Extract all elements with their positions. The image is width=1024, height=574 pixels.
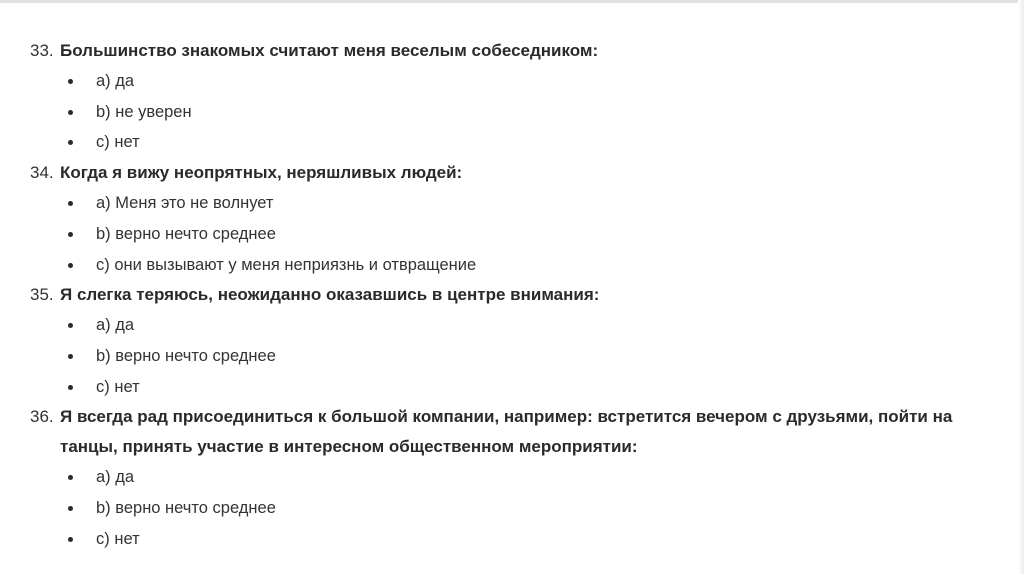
option-label: b) не уверен (96, 102, 192, 121)
bullet-icon (68, 506, 73, 511)
questionnaire (30, 36, 990, 554)
question-label: Я всегда рад присоединиться к большой компании, например: встретится вечером с друзьями, пойти на танцы, принять участие в интересном общественном мероприятии: (60, 407, 953, 457)
answer-option (30, 219, 990, 250)
question-34 (30, 158, 990, 280)
answer-option (30, 250, 990, 281)
bullet-icon (68, 323, 73, 328)
bullet-icon (68, 537, 73, 542)
answer-options (30, 188, 990, 280)
option-label: b) верно нечто среднее (96, 346, 276, 365)
option-label: c) нет (96, 529, 140, 548)
option-label: a) да (96, 316, 135, 335)
question-number: 33. (30, 41, 54, 60)
bullet-icon (68, 79, 73, 84)
answer-option (30, 188, 990, 219)
option-label: c) нет (96, 133, 140, 152)
question-number: 36. (30, 407, 54, 427)
answer-option (30, 524, 990, 555)
bullet-icon (68, 354, 73, 359)
question-text (30, 280, 990, 310)
option-label: a) Меня это не волнует (96, 194, 274, 213)
question-36 (30, 402, 990, 554)
slide-right-edge (1018, 0, 1024, 574)
answer-option (30, 462, 990, 493)
question-number: 34. (30, 163, 54, 183)
bullet-icon (68, 475, 73, 480)
question-text (30, 158, 990, 188)
answer-options (30, 66, 990, 158)
question-text (30, 36, 990, 66)
bullet-icon (68, 110, 73, 115)
option-label: c) нет (96, 377, 140, 396)
bullet-icon (68, 263, 73, 268)
option-label: b) верно нечто среднее (96, 224, 276, 243)
answer-option (30, 66, 990, 97)
answer-option (30, 372, 990, 403)
question-35 (30, 280, 990, 402)
question-label: Когда я вижу неопрятных, неряшливых людей: (60, 163, 463, 183)
bullet-icon (68, 385, 73, 390)
bullet-icon (68, 140, 73, 145)
bullet-icon (68, 201, 73, 206)
question-text (30, 402, 990, 462)
answer-option (30, 310, 990, 341)
answer-option (30, 341, 990, 372)
question-label: Я слегка теряюсь, неожиданно оказавшись в центре внимания: (60, 285, 600, 305)
answer-option (30, 127, 990, 158)
answer-option (30, 97, 990, 128)
question-number: 35. (30, 285, 54, 305)
answer-options (30, 462, 990, 554)
question-label: Большинство знакомых считают меня веселым собеседником: (60, 41, 599, 60)
slide-top-edge (0, 0, 1024, 3)
option-label: c) они вызывают у меня неприязнь и отвращение (96, 255, 477, 274)
question-33 (30, 36, 990, 158)
answer-option (30, 493, 990, 524)
answer-options (30, 310, 990, 402)
option-label: b) верно нечто среднее (96, 499, 276, 518)
bullet-icon (68, 232, 73, 237)
option-label: a) да (96, 468, 135, 487)
option-label: a) да (96, 72, 135, 90)
